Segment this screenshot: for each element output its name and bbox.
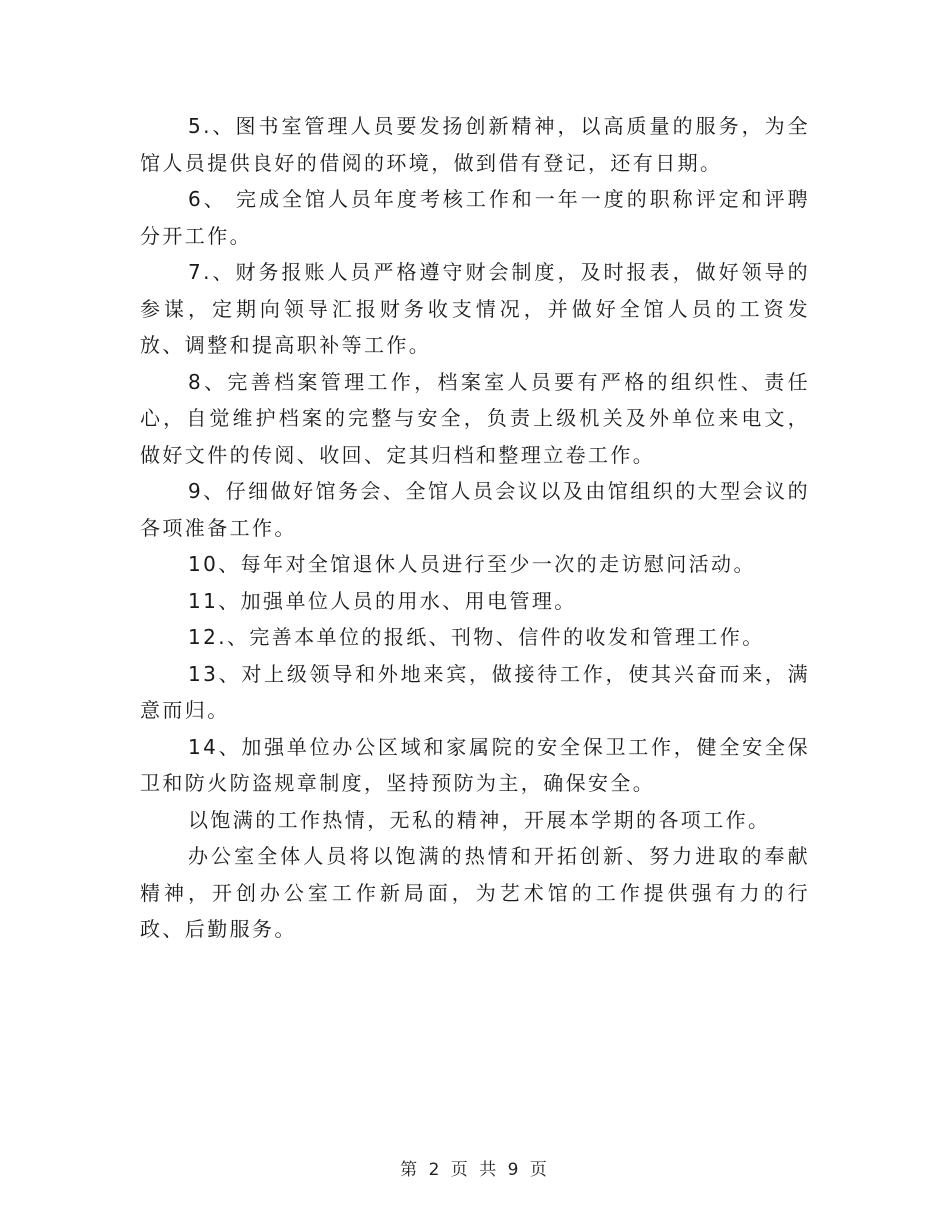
page-footer [0,1155,950,1180]
paragraph-item-14: 14、加强单位办公区域和家属院的安全保卫工作，健全安全保卫和防火防盗规章制度，坚持预防为主，确保安全。 [140,734,810,795]
paragraph-item-7: 7.、财务报账人员严格遵守财会制度，及时报表，做好领导的参谋，定期向领导汇报财务收支情况，并做好全馆人员的工资发放、调整和提高职补等工作。 [140,260,810,357]
paragraph-item-13: 13、对上级领导和外地来宾，做接待工作，使其兴奋而来，满意而归。 [140,661,810,722]
paragraph-item-5: 5.、图书室管理人员要发扬创新精神，以高质量的服务，为全馆人员提供良好的借阅的环境，做到借有登记，还有日期。 [140,114,810,175]
paragraph-closing-1: 以饱满的工作热情，无私的精神，开展本学期的各项工作。 [188,807,771,832]
paragraph-item-12: 12.、完善本单位的报纸、刊物、信件的收发和管理工作。 [188,625,765,649]
paragraph-item-9: 9、仔细做好馆务会、全馆人员会议以及由馆组织的大型会议的各项准备工作。 [140,479,810,540]
paragraph-item-10: 10、每年对全馆退休人员进行至少一次的走访慰问活动。 [188,552,756,576]
document-body [140,108,810,948]
paragraph-item-11: 11、加强单位人员的用水、用电管理。 [188,588,577,613]
paragraph-item-6: 6、 完成全馆人员年度考核工作和一年一度的职称评定和评聘分开工作。 [140,187,810,248]
page-number-label: 第 2 页 共 9 页 [400,1160,550,1180]
paragraph-closing-2: 办公室全体人员将以饱满的热情和开拓创新、努力进取的奉献精神，开创办公室工作新局面，为艺术馆的工作提供强有力的行政、后勤服务。 [140,844,810,941]
paragraph-item-8: 8、完善档案管理工作，档案室人员要有严格的组织性、责任心，自觉维护档案的完整与安全，负责上级机关及外单位来电文，做好文件的传阅、收回、定其归档和整理立卷工作。 [140,369,810,467]
